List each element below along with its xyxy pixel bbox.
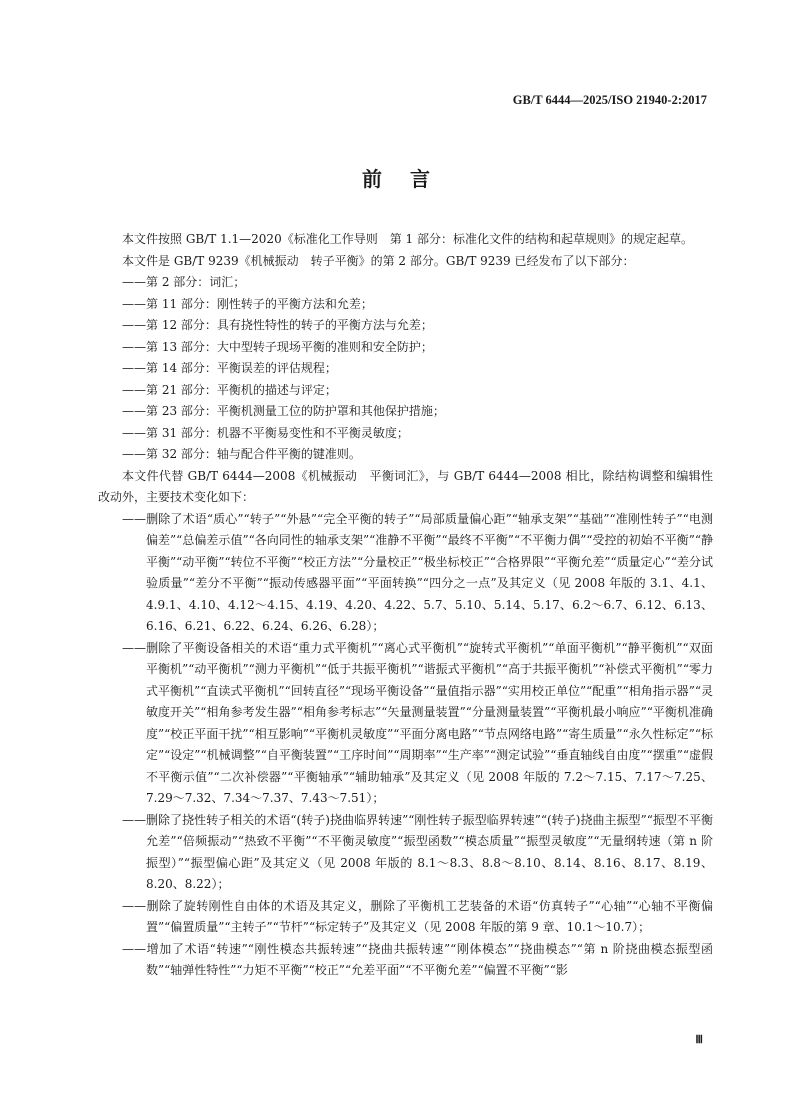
list-item-part: ——第 11 部分：刚性转子的平衡方法和允差； [122, 296, 373, 311]
paragraph-series-intro: 本文件是 GB/T 9239《机械振动 转子平衡》的第 2 部分。GB/T 9239 已经发布了以下部分： [122, 253, 635, 268]
list-item-part: ——第 21 部分：平衡机的描述与评定； [122, 382, 337, 397]
list-item-change: ——删除了挠性转子相关的术语“(转子)挠曲临界转速”“刚性转子振型临界转速”“(转子)挠曲主振型”“振型不平衡允差”“倍频振动”“热致不平衡”“不平衡灵敏度”“振型函数”“模态质量”“振型灵敏度”“无量纲转速（第 n 阶振型）”“振型偏心距”及其定义（见 2008 年版的 8.1～8.3、8.8～8.10、8.14、8.16、8.17、8.19、8.20、8.22）； [122, 812, 713, 891]
list-item-part: ——第 13 部分：大中型转子现场平衡的准则和安全防护； [122, 339, 433, 354]
list-item-part: ——第 32 部分：轴与配合件平衡的键准则。 [122, 447, 361, 461]
paragraph-drafting-rule: 本文件按照 GB/T 1.1—2020《标准化工作导则 第 1 部分：标准化文件的结构和起草规则》的规定起草。 [122, 232, 693, 246]
list-item-part: ——第 31 部分：机器不平衡易变性和不平衡灵敏度； [122, 425, 409, 440]
list-item-change: ——删除了旋转刚性自由体的术语及其定义，删除了平衡机工艺装备的术语“仿真转子”“心轴”“心轴不平衡偏置”“偏置质量”“主转子”“节杆”“标定转子”及其定义（见 2008 年版的第 9 章、10.1～10.7）； [122, 898, 713, 934]
list-item-change: ——删除了术语“质心”“转子”“外悬”“完全平衡的转子”“局部质量偏心距”“轴承支架”“基础”“准刚性转子”“电测偏差”“总偏差示值”“各向同性的轴承支架”“准静不平衡”“最终不平衡”“不平衡力偶”“受控的初始不平衡”“静平衡”“动平衡”“转位不平衡”“校正方法”“分量校正”“极坐标校正”“合格界限”“平衡允差”“质量定心”“差分试验质量”“差分不平衡”“振动传感器平面”“平面转换”“四分之一点”及其定义（见 2008 年版的 3.1、4.1、4.9.1、4.10、4.12～4.15、4.19、4.20、4.22、5.7、5.10、5.14、5.17、6.2～6.7、6.12、6.13、6.16、6.21、6.22、6.24、6.26、6.28）； [122, 511, 713, 633]
document-code: GB/T 6444—2025/ISO 21940-2:2017 [512, 93, 707, 107]
list-item-change: ——删除了平衡设备相关的术语“重力式平衡机”“离心式平衡机”“旋转式平衡机”“单面平衡机”“静平衡机”“双面平衡机”“动平衡机”“测力平衡机”“低于共振平衡机”“谐振式平衡机”“高于共振平衡机”“补偿式平衡机”“零力式平衡机”“直读式平衡机”“回转直径”“现场平衡设备”“量值指示器”“实用校正单位”“配重”“相角指示器”“灵敏度开关”“相角参考发生器”“相角参考标志”“矢量测量装置”“分量测量装置”“平衡机最小响应”“平衡机准确度”“校正平面干扰”“相互影响”“平衡机灵敏度”“平面分离电路”“节点网络电路”“寄生质量”“永久性标定”“标定”“设定”“机械调整”“自平衡装置”“工序时间”“周期率”“生产率”“测定试验”“垂直轴线自由度”“摆重”“虚假不平衡示值”“二次补偿器”“平衡轴承”“辅助轴承”及其定义（见 2008 年版的 7.2～7.15、7.17～7.25、7.29～7.32、7.34～7.37、7.43～7.51）； [122, 640, 713, 805]
foreword-body [98, 229, 713, 982]
page-number: Ⅲ [695, 1034, 703, 1046]
list-item-part: ——第 2 部分：词汇； [122, 275, 246, 289]
list-item-change: ——增加了术语“转速”“刚性模态共振转速”“挠曲共振转速”“刚体模态”“挠曲模态”“第 n 阶挠曲模态振型函数”“轴弹性特性”“力矩不平衡”“校正”“允差平面”“不平衡允差”“偏置不平衡”“影 [122, 941, 713, 977]
list-item-part: ——第 23 部分：平衡机测量工位的防护罩和其他保护措施； [122, 404, 445, 418]
list-item-part: ——第 14 部分：平衡误差的评估规程； [122, 361, 337, 375]
paragraph-replacement-note: 本文件代替 GB/T 6444—2008《机械振动 平衡词汇》，与 GB/T 6444—2008 相比，除结构调整和编辑性改动外，主要技术变化如下： [98, 468, 713, 504]
list-item-part: ——第 12 部分：具有挠性特性的转子的平衡方法与允差； [122, 318, 433, 332]
page-title: 前言 [362, 167, 458, 191]
